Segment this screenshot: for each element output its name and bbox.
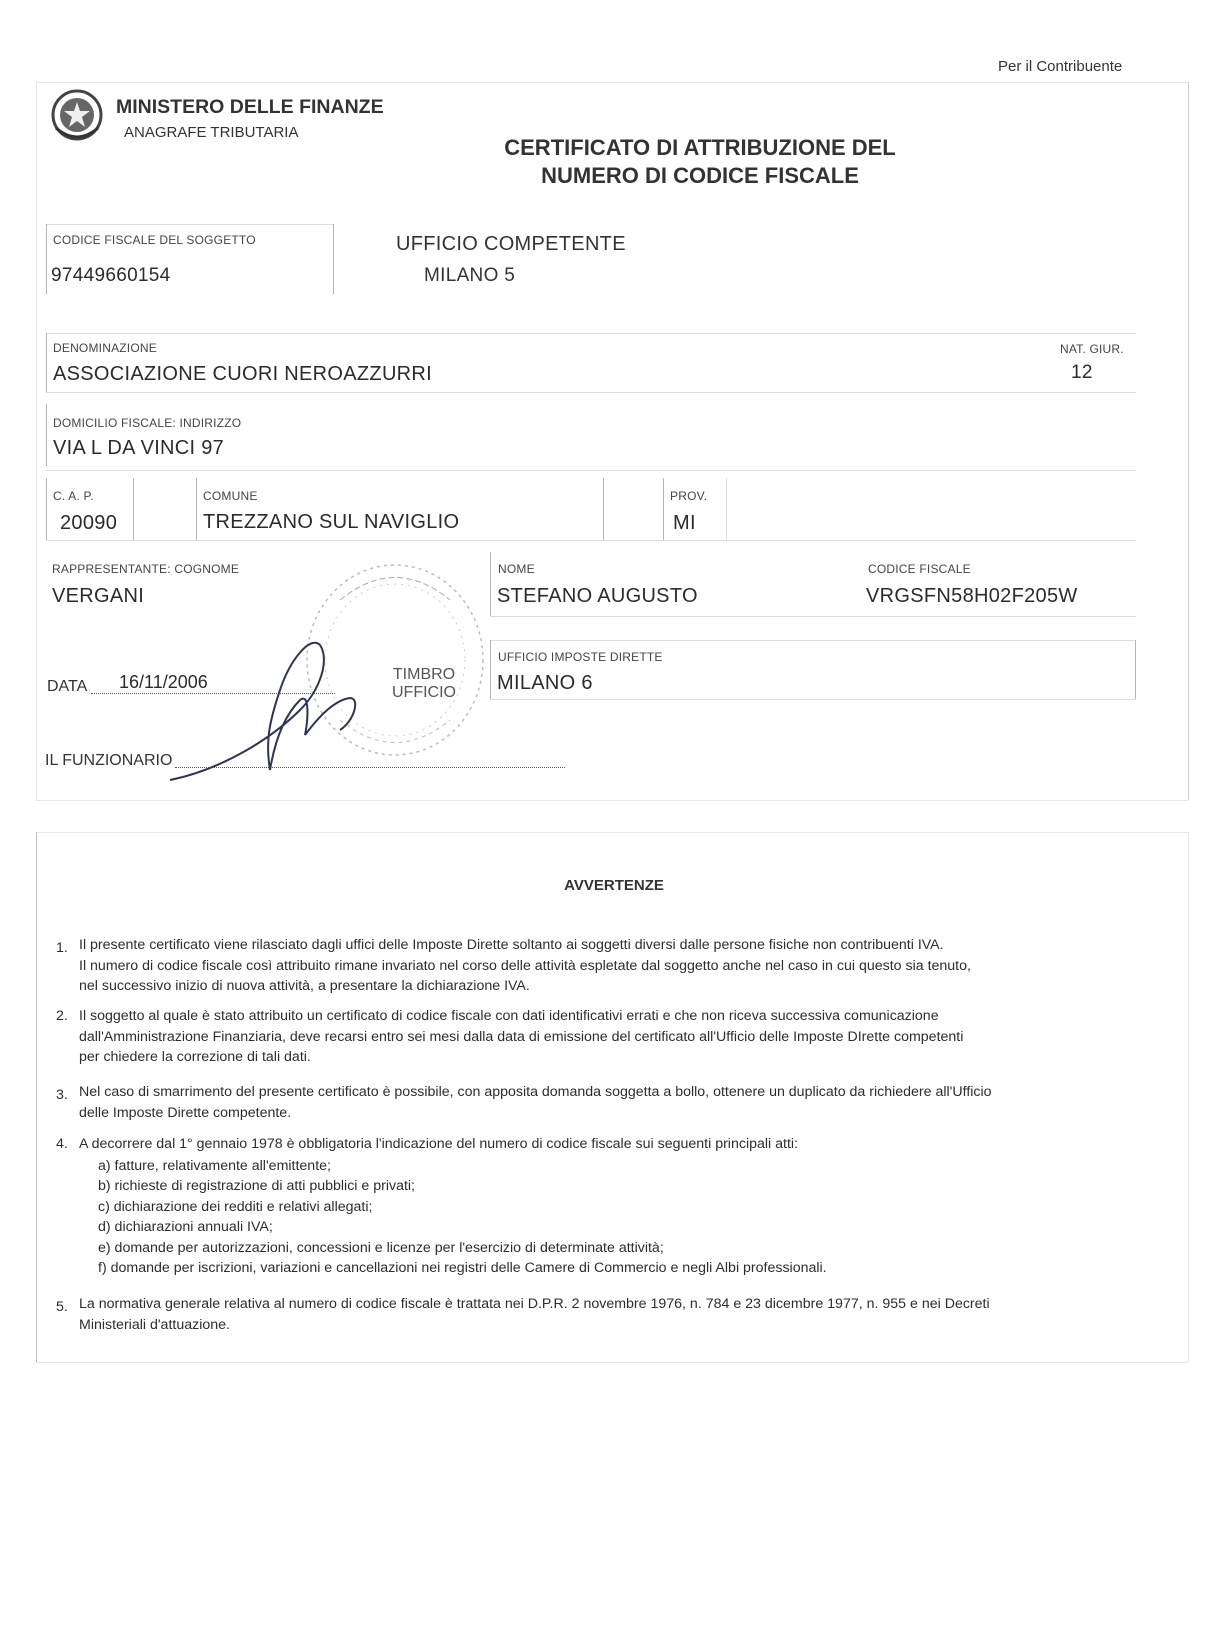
ufficio-imposte-label: UFFICIO IMPOSTE DIRETTE [498, 650, 663, 664]
certificate-title-line2: NUMERO DI CODICE FISCALE [541, 163, 859, 188]
avvertenze-left-line [36, 832, 37, 1362]
ufficio-imposte-left [490, 640, 491, 700]
note-line: delle Imposte Dirette competente. [79, 1104, 292, 1121]
prov-value: MI [673, 512, 696, 534]
anagrafe-subtitle: ANAGRAFE TRIBUTARIA [124, 124, 299, 141]
ministero-title: MINISTERO DELLE FINANZE [116, 96, 384, 118]
nome-left [490, 552, 491, 616]
note-2 [56, 1006, 1166, 1068]
note-sub-item: f) domande per iscrizioni, variazioni e cancellazioni nei registri delle Camere di Commercio e negli Albi professionali. [98, 1260, 827, 1276]
denominazione-value: ASSOCIAZIONE CUORI NEROAZZURRI [53, 363, 433, 385]
certificate-title [440, 134, 960, 190]
ufficio-imposte-right [1135, 640, 1136, 700]
note-number: 2. [56, 1008, 68, 1024]
domicilio-bottom [46, 470, 1136, 471]
nat-giur-value: 12 [1071, 362, 1093, 383]
rappresentante-cognome-label: RAPPRESENTANTE: COGNOME [52, 562, 240, 576]
codice-fiscale-soggetto-label: CODICE FISCALE DEL SOGGETTO [53, 233, 256, 247]
note-number: 3. [56, 1087, 68, 1103]
note-number: 4. [56, 1136, 68, 1152]
timbro-line1: TIMBRO [392, 666, 456, 683]
ufficio-imposte-value: MILANO 6 [497, 672, 593, 694]
codice-fiscale-rappresentante-value: VRGSFN58H02F205W [866, 585, 1078, 607]
data-value: 16/11/2006 [119, 672, 208, 692]
rappresentante-cognome-value: VERGANI [52, 585, 145, 607]
domicilio-label: DOMICILIO FISCALE: INDIRIZZO [53, 416, 242, 430]
note-line: per chiedere la correzione di tali dati. [79, 1049, 311, 1065]
note-sub-item: a) fatture, relativamente all'emittente; [98, 1157, 331, 1174]
prov-left [663, 478, 664, 540]
note-sub-item: d) dichiarazioni annuali IVA; [98, 1219, 273, 1235]
avvertenze-top-line [36, 832, 1188, 833]
note-5 [56, 1294, 1166, 1335]
note-line: dall'Amministrazione Finanziaria, deve recarsi entro sei mesi dalla data di emissione del certificato all'Ufficio delle Imposte DIrette competenti [79, 1028, 964, 1045]
frame-left-line [36, 82, 37, 800]
note-4 [56, 1134, 1166, 1279]
data-label: DATA [47, 678, 88, 695]
comune-value: TREZZANO SUL NAVIGLIO [203, 511, 460, 533]
frame-top-line [36, 82, 1188, 83]
funzionario-label: IL FUNZIONARIO [45, 752, 173, 769]
cap-right [133, 478, 134, 540]
timbro-line2: UFFICIO [392, 684, 456, 701]
denominazione-label: DENOMINAZIONE [53, 341, 157, 355]
certificate-title-line1: CERTIFICATO DI ATTRIBUZIONE DEL [504, 135, 896, 160]
note-line: Nel caso di smarrimento del presente certificato è possibile, con apposita domanda soggetta a bollo, ottenere un duplicato da richiedere all'Ufficio [79, 1084, 992, 1100]
cf-box-right [333, 224, 334, 294]
note-sub-item: e) domande per autorizzazioni, concessioni e licenze per l'esercizio di determinate attività; [98, 1239, 664, 1256]
nat-giur-label: NAT. GIUR. [1060, 342, 1124, 356]
domicilio-left [46, 404, 47, 466]
domicilio-value: VIA L DA VINCI 97 [53, 437, 225, 459]
cap-value: 20090 [60, 512, 118, 534]
cap-label: C. A. P. [53, 489, 94, 503]
denominazione-left [46, 333, 47, 393]
nome-label: NOME [498, 562, 535, 576]
comune-right [603, 478, 604, 540]
avvertenze-right-line [1188, 832, 1189, 1362]
denominazione-top [46, 333, 1136, 334]
note-3 [56, 1082, 1176, 1123]
ufficio-competente-label: UFFICIO COMPETENTE [396, 233, 626, 255]
frame-right-line [1188, 82, 1189, 800]
note-1 [56, 935, 1166, 997]
handwritten-signature-icon [160, 620, 380, 790]
ufficio-imposte-bottom [490, 699, 1136, 700]
prov-right [726, 478, 727, 540]
note-line: Il soggetto al quale è stato attribuito un certificato di codice fiscale con dati identificativi errati e che non riceva successiva comunicazione [79, 1008, 939, 1024]
prov-label: PROV. [670, 489, 708, 503]
note-line: Il presente certificato viene rilasciato dagli uffici delle Imposte Dirette soltanto ai soggetti diversi dalle persone fisiche non contribuenti IVA. [79, 937, 944, 953]
ufficio-imposte-top [490, 640, 1136, 641]
denominazione-bottom [46, 392, 1136, 393]
rappresentante-bottom [490, 616, 1136, 617]
note-line: Ministeriali d'attuazione. [79, 1316, 230, 1333]
italian-republic-emblem-icon [50, 88, 104, 142]
note-line: nel successivo inizio di nuova attività, a presentare la dichiarazione IVA. [79, 978, 530, 994]
note-sub-item: c) dichiarazione dei redditi e relativi allegati; [98, 1198, 373, 1215]
note-line: Il numero di codice fiscale così attribuito rimane invariato nel corso delle attività espletate dal soggetto anche nel caso in cui questo sia tenuto, [79, 957, 971, 974]
codice-fiscale-soggetto-value: 97449660154 [51, 265, 171, 286]
per-il-contribuente: Per il Contribuente [998, 58, 1123, 75]
note-number: 5. [56, 1299, 68, 1315]
note-number: 1. [56, 940, 68, 956]
avvertenze-bottom-line [36, 1362, 1188, 1363]
note-sub-item: b) richieste di registrazione di atti pubblici e privati; [98, 1178, 416, 1194]
cap-left [46, 478, 47, 540]
note-line: A decorrere dal 1° gennaio 1978 è obbligatoria l'indicazione del numero di codice fiscale sui seguenti principali atti: [79, 1136, 798, 1152]
codice-fiscale-rappresentante-label: CODICE FISCALE [868, 562, 971, 576]
frame-bottom-line [36, 800, 1188, 801]
cf-box-top [46, 224, 334, 225]
note-line: La normativa generale relativa al numero di codice fiscale è trattata nei D.P.R. 2 novembre 1976, n. 784 e 23 dicembre 1977, n. 955 e nei Decreti [79, 1296, 990, 1312]
ufficio-competente-value: MILANO 5 [424, 265, 516, 286]
avvertenze-title: AVVERTENZE [564, 877, 664, 894]
cf-box-left [46, 224, 47, 294]
comune-left [196, 478, 197, 540]
nome-value: STEFANO AUGUSTO [497, 585, 698, 607]
cap-row-bottom [46, 540, 1136, 541]
comune-label: COMUNE [203, 489, 258, 503]
